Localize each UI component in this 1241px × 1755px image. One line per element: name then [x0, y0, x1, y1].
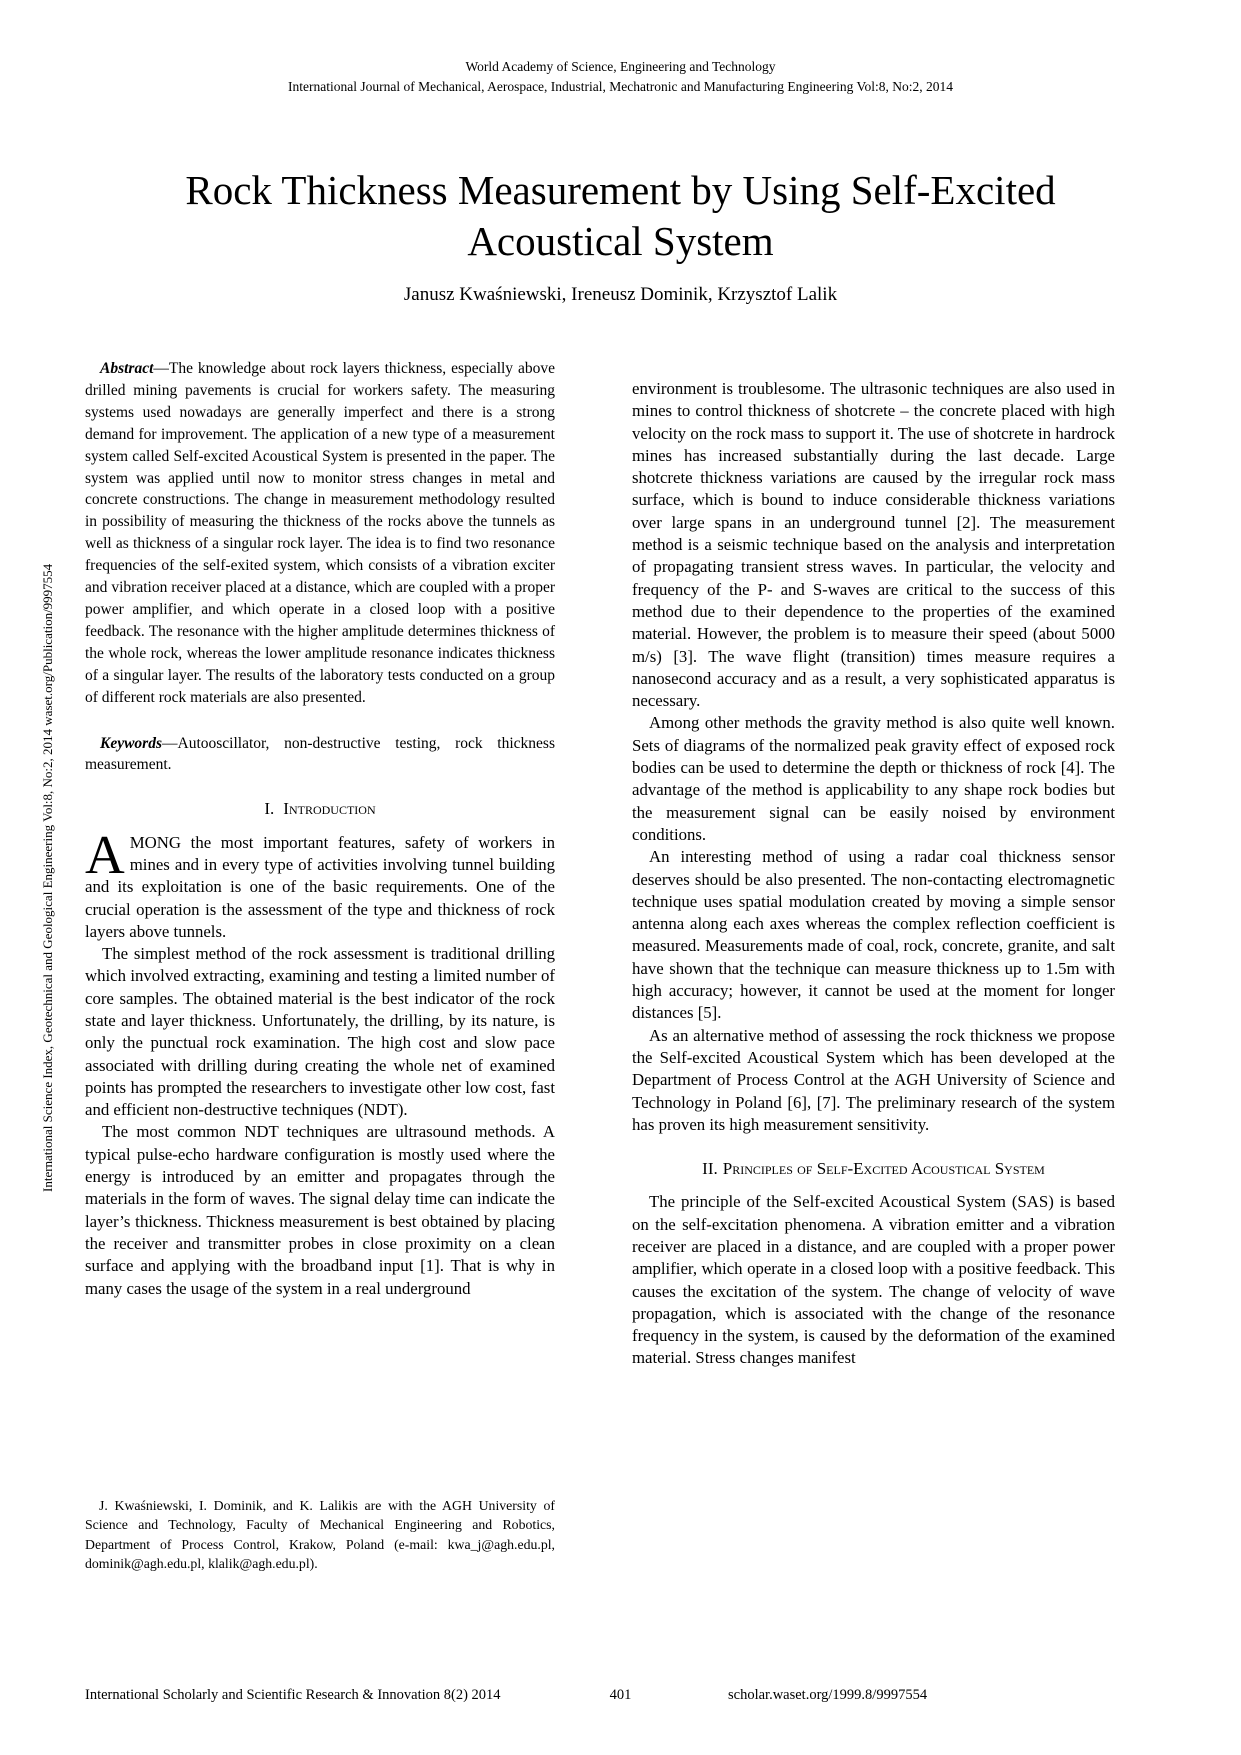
author-footnote-text: J. Kwaśniewski, I. Dominik, and K. Lalikis are with the AGH University of Science and Technology, Faculty of Mechanical Engineering and Robotics, Department of Process Control, Krakow, Poland (e-mail: kwa_j@agh.edu.pl, dominik@agh.edu.pl, klalik@agh.edu.pl). — [85, 1497, 555, 1572]
running-header — [0, 0, 1241, 97]
section-heading-introduction — [85, 798, 555, 820]
right-paragraph-1: environment is troublesome. The ultrasonic techniques are also used in mines to control thickness of shotcrete – the concrete placed with high velocity on the rock mass to support it. The use of shotcrete in hardrock mines has increased substantially during the last decade. Large shotcrete thickness variations are caused by the irregular rock mass surface, which is bound to induce considerable thickness variations over large spans in an underground tunnel [2]. The measurement method is a seismic technique based on the analysis and interpretation of propagating transient stress waves. In particular, the velocity and frequency of the P- and S-waves are critical to the success of this method due to their dependence to the properties of the examined material. However, the problem is to measure their speed (about 5000 m/s) [3]. The wave flight (transition) times measure requires a nanosecond accuracy and as a result, a very sophisticated apparatus is necessary. — [632, 379, 1115, 711]
footer-page-number: 401 — [609, 1687, 632, 1703]
right-paragraph-2: Among other methods the gravity method is also quite well known. Sets of diagrams of the normalized peak gravity effect of exposed rock bodies can be used to determine the depth or thickness of rock [4]. The advantage of the method is applicability to any shape rock bodies but the measurement signal can be easily noised by environment conditions. — [632, 713, 1115, 844]
abstract-text: —The knowledge about rock layers thickness, especially above drilled mining pavements is crucial for workers safety. The measuring systems used nowadays are generally imperfect and there is a strong demand for improvement. The application of a new type of a measurement system called Self-excited Acoustical System is presented in the paper. The system was applied until now to monitor stress changes in metal and concrete constructions. The change in measurement methodology resulted in possibility of measuring the thickness of the rocks above the tunnels as well as thickness of a singular rock layer. The idea is to find two resonance frequencies of the self-exited system, which consists of a vibration exciter and vibration receiver placed at a distance, which are coupled with a proper power amplifier, and which operate in a closed loop with a positive feedback. The resonance with the higher amplitude determines thickness of the whole rock, whereas the lower amplitude resonance indicates thickness of a singular layer. The results of the laboratory tests conducted on a group of different rock materials are also presented. — [85, 360, 555, 706]
section2-number: II. — [702, 1159, 718, 1179]
right-paragraph-3: An interesting method of using a radar coal thickness sensor deserves should be also presented. The non-contacting electromagnetic technique uses spatial modulation created by moving a simple sensor antenna along each axes whereas the complex reflection coefficient is measured. Measurements made of coal, rock, concrete, granite, and salt have shown that the technique can measure thickness up to 1.5m with high accuracy; however, it cannot be used at the moment for longer distances [5]. — [632, 847, 1115, 1023]
header-journal-society: World Academy of Science, Engineering and Technology — [465, 59, 776, 74]
author-footnote — [85, 1496, 555, 1574]
intro-paragraph-2: The simplest method of the rock assessment is traditional drilling which involved extracting, examining and testing a limited number of core samples. The obtained material is the best indicator of the rock state and layer thickness. Unfortunately, the drilling, by its nature, is only the punctual rock examination. The high cost and slow pace associated with drilling during creating the whole net of examined points has prompted the researchers to investigate other low cost, fast and efficient non-destructive techniques (NDT). — [85, 944, 555, 1120]
abstract-paragraph — [85, 358, 555, 709]
right-column — [632, 358, 1115, 1574]
sidebar-index-text: International Science Index, Geotechnical and Geological Engineering Vol:8, No:2, 2014 waset.org/Publication/9997554 — [40, 563, 55, 1192]
footer-publication-info: International Scholarly and Scientific Research & Innovation 8(2) 2014 — [85, 1687, 501, 1703]
two-column-body — [0, 358, 1241, 1574]
keywords-section — [85, 733, 555, 777]
authors-line: Janusz Kwaśniewski, Ireneusz Dominik, Krzysztof Lalik — [403, 284, 838, 305]
section2-title: Principles of Self-Excited Acoustical System — [722, 1159, 1045, 1179]
section1-number: I. — [264, 799, 275, 819]
section-heading-principles — [632, 1158, 1115, 1180]
intro-paragraph-1 — [85, 823, 555, 943]
keywords-label: Keywords — [100, 734, 162, 752]
abstract-label: Abstract — [100, 360, 154, 377]
introduction-section — [85, 776, 555, 1300]
intro-paragraph-3: The most common NDT techniques are ultrasound methods. A typical pulse-echo hardware configuration is mostly used where the energy is introduced by an emitter and propagates through the materials in the form of waves. The signal delay time can indicate the layer’s thickness. Thickness measurement is best obtained by placing the receiver and transmitter probes in close proximity on a clean surface and applying with the broadband input [1]. That is why in many cases the usage of the system in a real underground — [85, 1122, 555, 1298]
column-gap — [555, 358, 632, 1574]
footer-doi-link: scholar.waset.org/1999.8/9997554 — [728, 1687, 928, 1703]
dropcap-letter: A — [85, 823, 125, 885]
paper-title: Rock Thickness Measurement by Using Self-Excited Acoustical System — [185, 167, 1056, 264]
header-journal-volume: International Journal of Mechanical, Aerospace, Industrial, Mechatronic and Manufacturing Engineering Vol:8, No:2, 2014 — [288, 79, 953, 94]
left-column — [85, 358, 555, 1574]
principles-paragraph-1: The principle of the Self-excited Acoustical System (SAS) is based on the self-excitation phenomena. A vibration emitter and a vibration receiver are placed in a distance, and are coupled with a proper power amplifier, which operate in a closed loop with a positive feedback. This causes the excitation of the system. The change of velocity of wave propagation, which is associated with the change of the resonance frequency in the system, is caused by the deformation of the examined material. Stress changes manifest — [632, 1192, 1115, 1368]
right-paragraph-4: As an alternative method of assessing the rock thickness we propose the Self-excited Acoustical System which has been developed at the Department of Process Control at the AGH University of Science and Technology in Poland [6], [7]. The preliminary research of the system has proven its high measurement sensitivity. — [632, 1025, 1115, 1134]
section1-title: Introduction — [283, 799, 376, 819]
abstract-section — [85, 358, 555, 709]
keywords-paragraph — [85, 733, 555, 777]
intro-paragraph-1-text: MONG the most important features, safety of workers in mines and in every type of activities involving tunnel building and its exploitation is one of the basic requirements. One of the crucial operation is the assessment of the type and thickness of rock layers above tunnels. — [85, 832, 555, 941]
keywords-text: —Autooscillator, non-destructive testing, rock thickness measurement. — [85, 734, 555, 774]
